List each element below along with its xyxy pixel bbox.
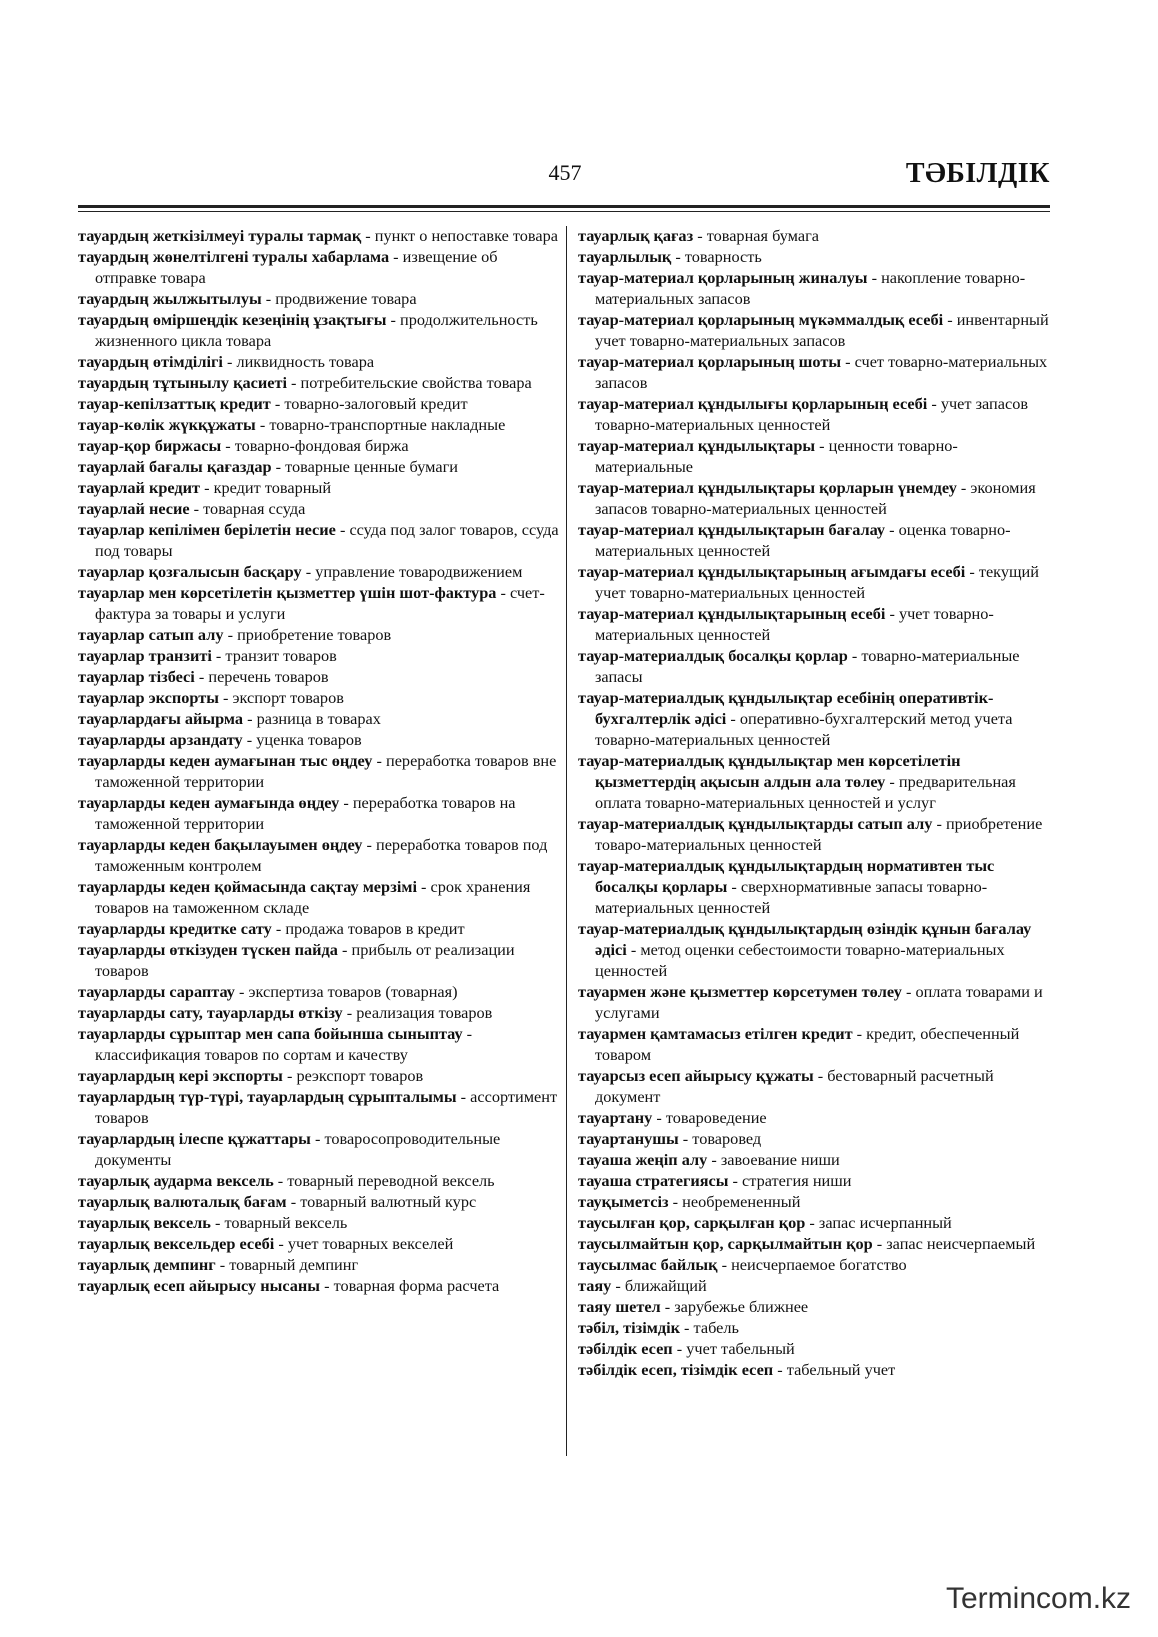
entry-translation: товарно-залоговый кредит	[284, 394, 468, 413]
entry-term: тауартану	[578, 1108, 653, 1127]
entry-term: тауардың өтімділігі	[78, 352, 223, 371]
entry-separator: -	[271, 919, 286, 938]
entry-separator: -	[652, 1108, 666, 1127]
entry-translation: учет товарных векселей	[287, 1234, 454, 1253]
entry-separator: -	[626, 940, 641, 959]
entry-term: таусылмас байлық	[578, 1255, 718, 1274]
entry-separator: -	[813, 1066, 828, 1085]
entry-translation: экспертиза товаров (товарная)	[248, 982, 458, 1001]
entry-term: тауар-материалдық құндылықтар есебінің оперативтік-бухгалтерлік әдісі	[578, 688, 994, 728]
entry-translation: товарная форма расчета	[333, 1276, 500, 1295]
entry-separator: -	[261, 289, 276, 308]
entry-translation: экономия запасов товарно-материальных ценностей	[595, 478, 1036, 518]
entry-term: тауарлай несие	[78, 499, 190, 518]
entry-translation: реэкспорт товаров	[296, 1066, 424, 1085]
entry-term: тауар-материал қорларының шоты	[578, 352, 842, 371]
dictionary-entry	[78, 1233, 560, 1254]
entry-term: тауарларды кеден қоймасында сақтау мерзімі	[78, 877, 417, 896]
entry-term: тауар-материал құндылықтары қорларын үнемдеу	[578, 478, 957, 497]
dictionary-entry	[578, 267, 1052, 309]
entry-term: тауарларды кеден бақылауымен өңдеу	[78, 835, 363, 854]
entry-term: тауарларды кредитке сату	[78, 919, 272, 938]
right-column	[578, 225, 1052, 1380]
entry-term: тауардың тұтынылу қасиеті	[78, 373, 287, 392]
entry-separator: -	[286, 1192, 301, 1211]
dictionary-entry	[78, 645, 560, 666]
entry-translation: запас неисчерпаемый	[886, 1234, 1036, 1253]
entry-translation: табельный учет	[786, 1360, 896, 1379]
dictionary-entry	[578, 246, 1052, 267]
dictionary-entry	[78, 918, 560, 939]
entry-term: тауар-қор биржасы	[78, 436, 222, 455]
entry-term: тауартанушы	[578, 1129, 679, 1148]
entry-term: тауарлай бағалы қағаздар	[78, 457, 272, 476]
entry-separator: -	[335, 520, 350, 539]
dictionary-entry	[578, 855, 1052, 918]
entry-translation: потребительские свойства товара	[300, 373, 532, 392]
entry-translation: товаросопроводительные документы	[95, 1129, 501, 1169]
entry-translation: пункт о непоставке товара	[374, 226, 559, 245]
dictionary-entry	[78, 435, 560, 456]
entry-separator: -	[717, 1255, 732, 1274]
page-number: 457	[548, 160, 582, 185]
entry-term: тауар-материалдық құндылықтарды сатып алу	[578, 814, 933, 833]
entry-separator: -	[301, 562, 316, 581]
entry-separator: -	[885, 520, 899, 539]
entry-translation: оплата товарами и услугами	[595, 982, 1043, 1022]
entry-separator: -	[243, 709, 257, 728]
dictionary-entry	[78, 687, 560, 708]
entry-translation: счет-фактура за товары и услуги	[95, 583, 545, 623]
entry-separator: -	[965, 562, 979, 581]
entry-term: тауардың жылжытылуы	[78, 289, 262, 308]
entry-term: тауарлар қозғалысын басқару	[78, 562, 302, 581]
entry-term: таусылған қор, сарқылған қор	[578, 1213, 806, 1232]
entry-separator: -	[660, 1297, 675, 1316]
entry-translation: продвижение товара	[275, 289, 417, 308]
dictionary-entry	[578, 1170, 1052, 1191]
dictionary-entry	[78, 414, 560, 435]
entry-term: тауарлар сатып алу	[78, 625, 224, 644]
entry-translation: извещение об отправке товара	[95, 247, 498, 287]
entry-translation: предварительная оплата товарно-материальных ценностей и услуг	[595, 772, 1016, 812]
entry-term: тауарларды кеден аумағында өңдеу	[78, 793, 340, 812]
entry-separator: -	[679, 1318, 694, 1337]
entry-translation: реализация товаров	[356, 1003, 493, 1022]
dictionary-entry	[578, 1212, 1052, 1233]
dictionary-entry	[578, 519, 1052, 561]
entry-translation: разница в товарах	[256, 709, 381, 728]
entry-separator: -	[386, 310, 400, 329]
entry-term: тауардың жөнелтілгені туралы хабарлама	[78, 247, 390, 266]
entry-separator: -	[362, 835, 376, 854]
dictionary-entry	[78, 1212, 560, 1233]
entry-term: тауарларды сұрыптар мен сапа бойынша сыныптау	[78, 1024, 463, 1043]
entry-translation: оценка товарно-материальных ценностей	[595, 520, 1011, 560]
entry-separator: -	[668, 1192, 683, 1211]
entry-term: тауар-материал қорларының жиналуы	[578, 268, 868, 287]
entry-term: тауарларды кеден аумағынан тыс өңдеу	[78, 751, 373, 770]
dictionary-entry	[78, 1002, 560, 1023]
entry-separator: -	[194, 667, 209, 686]
entry-term: таяу шетел	[578, 1297, 661, 1316]
dictionary-entry	[78, 246, 560, 288]
dictionary-entry	[578, 918, 1052, 981]
entry-separator: -	[943, 310, 957, 329]
header-rule-thin	[78, 211, 1050, 212]
entry-term: тауарлық есеп айырысу нысаны	[78, 1276, 321, 1295]
dictionary-entry	[78, 876, 560, 918]
entry-translation: классификация товаров по сортам и качеству	[95, 1045, 408, 1064]
entry-separator: -	[671, 247, 685, 266]
entry-term: тауарларды сараптау	[78, 982, 235, 1001]
entry-separator: -	[841, 352, 855, 371]
entry-separator: -	[805, 1213, 819, 1232]
entry-separator: -	[361, 226, 375, 245]
entry-translation: срок хранения товаров на таможенном складе	[95, 877, 531, 917]
entry-translation: кредит, обеспеченный товаром	[595, 1024, 1020, 1064]
entry-term: тауар-материалдық босалқы қорлар	[578, 646, 848, 665]
dictionary-entry	[578, 477, 1052, 519]
entry-separator: -	[872, 1234, 887, 1253]
entry-translation: текущий учет товарно-материальных ценностей	[595, 562, 1039, 602]
entry-term: тәбілдік есеп, тізімдік есеп	[578, 1360, 774, 1379]
entry-translation: оперативно-бухгалтерский метод учета товарно-материальных ценностей	[595, 709, 1013, 749]
entry-translation: необремененный	[682, 1192, 801, 1211]
dictionary-entry	[78, 225, 560, 246]
entry-term: тауарларды өткізуден түскен пайда	[78, 940, 338, 959]
dictionary-entry	[578, 1191, 1052, 1212]
entry-separator: -	[611, 1276, 625, 1295]
entry-translation: бестоварный расчетный документ	[595, 1066, 994, 1106]
entry-separator: -	[932, 814, 946, 833]
dictionary-entry	[78, 393, 560, 414]
entry-term: тәбіл, тізімдік	[578, 1318, 680, 1337]
entry-translation: товарные ценные бумаги	[285, 457, 458, 476]
entry-term: тауар-материалдық құндылықтардың өзіндік құнын бағалау әдісі	[578, 919, 1032, 959]
entry-separator: -	[901, 982, 916, 1001]
entry-separator: -	[927, 394, 941, 413]
dictionary-entry	[578, 603, 1052, 645]
running-head: ТӘБІЛДІК	[905, 158, 1050, 189]
dictionary-entry	[578, 1128, 1052, 1149]
entry-translation: завоевание ниши	[720, 1150, 840, 1169]
entry-separator: -	[707, 1150, 721, 1169]
entry-term: тауарларды сату, тауарларды өткізу	[78, 1003, 343, 1022]
entry-translation: ссуда под залог товаров, ссуда под товары	[95, 520, 559, 560]
entry-translation: метод оценки себестоимости товарно-материальных ценностей	[595, 940, 1005, 980]
entry-translation: ликвидность товара	[236, 352, 375, 371]
dictionary-entry	[78, 351, 560, 372]
entry-translation: неисчерпаемое богатство	[731, 1255, 907, 1274]
entry-translation: товарность	[684, 247, 762, 266]
dictionary-entry	[578, 1149, 1052, 1170]
left-column	[78, 225, 560, 1296]
dictionary-entry	[78, 477, 560, 498]
entry-term: тауар-кепілзаттық кредит	[78, 394, 271, 413]
entry-term: тәбілдік есеп	[578, 1339, 673, 1358]
dictionary-entry	[578, 687, 1052, 750]
entry-term: тауарлай кредит	[78, 478, 201, 497]
dictionary-entry	[78, 834, 560, 876]
entry-separator: -	[728, 1171, 743, 1190]
entry-term: тауарлардың түр-түрі, тауарлардың сұрыпталымы	[78, 1087, 457, 1106]
entry-term: таяу	[578, 1276, 612, 1295]
dictionary-entry	[78, 498, 560, 519]
entry-translation: стратегия ниши	[742, 1171, 852, 1190]
entry-separator: -	[726, 709, 740, 728]
entry-separator: -	[462, 1024, 473, 1043]
entry-translation: переработка товаров вне таможенной территории	[95, 751, 557, 791]
entry-term: тауармен және қызметтер көрсетумен төлеу	[578, 982, 902, 1001]
entry-separator: -	[678, 1129, 693, 1148]
entry-separator: -	[211, 646, 226, 665]
dictionary-entry	[578, 750, 1052, 813]
dictionary-entry	[78, 792, 560, 834]
entry-translation: ценности товарно-материальные	[595, 436, 958, 476]
entry-separator: -	[273, 1171, 288, 1190]
dictionary-entry	[578, 393, 1052, 435]
dictionary-entry	[78, 1086, 560, 1128]
entry-translation: кредит товарный	[213, 478, 332, 497]
entry-translation: товарная ссуда	[203, 499, 306, 518]
entry-separator: -	[727, 877, 741, 896]
entry-translation: товарный переводной вексель	[287, 1171, 495, 1190]
dictionary-entry	[78, 1128, 560, 1170]
dictionary-entry	[78, 519, 560, 561]
dictionary-entry	[78, 288, 560, 309]
entry-translation: товарно-транспортные накладные	[269, 415, 506, 434]
entry-translation: учет табельный	[686, 1339, 795, 1358]
dictionary-entry	[78, 939, 560, 981]
entry-separator: -	[255, 415, 270, 434]
dictionary-entry	[78, 561, 560, 582]
entry-separator: -	[693, 226, 707, 245]
dictionary-entry	[78, 624, 560, 645]
entry-term: тауарларды арзандату	[78, 730, 243, 749]
entry-term: тауардың жеткізілмеуі туралы тармақ	[78, 226, 362, 245]
termincom-logo: Termincom.kz	[946, 1582, 1132, 1615]
entry-translation: товарный вексель	[224, 1213, 348, 1232]
dictionary-entry	[578, 813, 1052, 855]
entry-term: тауар-материал құндылықтарының есебі	[578, 604, 886, 623]
dictionary-entry	[578, 1338, 1052, 1359]
entry-separator: -	[496, 583, 510, 602]
entry-separator: -	[389, 247, 403, 266]
entry-translation: товарная бумага	[706, 226, 819, 245]
entry-separator: -	[815, 436, 829, 455]
entry-separator: -	[310, 1129, 325, 1148]
entry-separator: -	[286, 373, 301, 392]
dictionary-entry	[578, 309, 1052, 351]
entry-separator: -	[218, 688, 233, 707]
entry-term: тауарлар тізбесі	[78, 667, 195, 686]
entry-term: тауарлар транзиті	[78, 646, 212, 665]
entry-term: тауаша жеңіп алу	[578, 1150, 708, 1169]
entry-translation: продажа товаров в кредит	[285, 919, 465, 938]
entry-translation: товарный демпинг	[229, 1255, 359, 1274]
dictionary-entry	[78, 372, 560, 393]
entry-translation: транзит товаров	[225, 646, 337, 665]
entry-translation: управление товародвижением	[315, 562, 523, 581]
entry-translation: счет товарно-материальных запасов	[595, 352, 1048, 392]
column-divider	[566, 226, 567, 1456]
dictionary-entry	[578, 1065, 1052, 1107]
entry-term: тауаша стратегиясы	[578, 1171, 729, 1190]
entry-translation: товарно-материальные запасы	[595, 646, 1020, 686]
entry-term: тауардың өміршеңдік кезеңінің ұзақтығы	[78, 310, 387, 329]
entry-term: тауар-материал құндылығы қорларының есебі	[578, 394, 928, 413]
entry-separator: -	[337, 940, 352, 959]
entry-separator: -	[416, 877, 431, 896]
entry-translation: товаровед	[692, 1129, 762, 1148]
dictionary-entry	[78, 582, 560, 624]
dictionary-entry	[78, 708, 560, 729]
dictionary-entry	[78, 750, 560, 792]
entry-separator: -	[867, 268, 882, 287]
dictionary-entry	[78, 1275, 560, 1296]
dictionary-entry	[78, 1023, 560, 1065]
entry-translation: приобретение товаров	[237, 625, 392, 644]
dictionary-entry	[578, 1023, 1052, 1065]
entry-term: таусылмайтын қор, сарқылмайтын қор	[578, 1234, 873, 1253]
entry-term: тауарлар экспорты	[78, 688, 219, 707]
dictionary-entry	[78, 666, 560, 687]
entry-term: тауарлық аударма вексель	[78, 1171, 274, 1190]
entry-term: тауар-материал құндылықтарының ағымдағы есебі	[578, 562, 966, 581]
dictionary-entry	[78, 309, 560, 351]
entry-translation: товарный валютный курс	[300, 1192, 477, 1211]
entry-separator: -	[274, 1234, 288, 1253]
dictionary-entry	[578, 561, 1052, 603]
entry-translation: запас исчерпанный	[818, 1213, 952, 1232]
dictionary-entry	[578, 1233, 1052, 1254]
entry-translation: перечень товаров	[208, 667, 329, 686]
entry-separator: -	[222, 352, 237, 371]
entry-separator: -	[372, 751, 386, 770]
entry-term: тауқыметсіз	[578, 1192, 669, 1211]
entry-term: тауармен қамтамасыз етілген кредит	[578, 1024, 853, 1043]
dictionary-entry	[78, 1254, 560, 1275]
entry-term: тауарлардың кері экспорты	[78, 1066, 283, 1085]
entry-term: тауарлардың ілеспе құжаттары	[78, 1129, 311, 1148]
entry-separator: -	[672, 1339, 687, 1358]
dictionary-entry	[578, 1275, 1052, 1296]
entry-separator: -	[342, 1003, 357, 1022]
entry-separator: -	[847, 646, 862, 665]
entry-separator: -	[885, 772, 899, 791]
entry-term: тауарлардағы айырма	[78, 709, 244, 728]
entry-translation: ассортимент товаров	[95, 1087, 558, 1127]
entry-term: тауар-көлік жүкқұжаты	[78, 415, 256, 434]
dictionary-entry	[578, 225, 1052, 246]
entry-translation: инвентарный учет товарно-материальных запасов	[595, 310, 1049, 350]
entry-term: тауарсыз есеп айырысу құжаты	[578, 1066, 814, 1085]
entry-separator: -	[773, 1360, 787, 1379]
entry-term: тауарлар мен көрсетілетін қызметтер үшін шот-фактура	[78, 583, 497, 602]
entry-translation: зарубежье ближнее	[674, 1297, 809, 1316]
dictionary-entry	[78, 729, 560, 750]
dictionary-entry	[78, 1170, 560, 1191]
entry-term: тауарлық валюталық бағам	[78, 1192, 287, 1211]
entry-term: тауарлық демпинг	[78, 1255, 216, 1274]
entry-separator: -	[221, 436, 235, 455]
dictionary-entry	[578, 1296, 1052, 1317]
entry-term: тауарлық вексельдер есебі	[78, 1234, 275, 1253]
dictionary-entry	[78, 1191, 560, 1212]
entry-separator: -	[339, 793, 353, 812]
dictionary-entry	[78, 1065, 560, 1086]
entry-translation: учет запасов товарно-материальных ценностей	[595, 394, 1029, 434]
entry-separator: -	[200, 478, 214, 497]
entry-translation: уценка товаров	[256, 730, 362, 749]
entry-translation: товароведение	[665, 1108, 767, 1127]
dictionary-entry	[578, 1254, 1052, 1275]
entry-term: тауар-материал қорларының мүкәммалдық есебі	[578, 310, 944, 329]
entry-term: тауарлық қағаз	[578, 226, 694, 245]
entry-translation: сверхнормативные запасы товарно-материальных ценностей	[595, 877, 988, 917]
entry-term: тауарлық вексель	[78, 1213, 211, 1232]
entry-separator: -	[242, 730, 257, 749]
entry-translation: переработка товаров на таможенной территории	[95, 793, 516, 833]
entry-translation: накопление товарно-материальных запасов	[595, 268, 1026, 308]
entry-separator: -	[270, 394, 285, 413]
entry-separator: -	[189, 499, 204, 518]
dictionary-entry	[578, 351, 1052, 393]
entry-term: тауар-материалдық құндылықтар мен көрсетілетін қызметтердің ақысын алдын ала төлеу	[578, 751, 961, 791]
entry-separator: -	[956, 478, 971, 497]
entry-term: тауар-материалдық құндылықтардың нормативтен тыс босалқы қорлары	[578, 856, 995, 896]
entry-separator: -	[456, 1087, 471, 1106]
entry-separator: -	[223, 625, 238, 644]
entry-separator: -	[852, 1024, 867, 1043]
entry-translation: прибыль от реализации товаров	[95, 940, 515, 980]
entry-translation: табель	[693, 1318, 739, 1337]
entry-separator: -	[282, 1066, 297, 1085]
dictionary-entry	[578, 435, 1052, 477]
dictionary-entry	[578, 645, 1052, 687]
entry-translation: продолжительность жизненного цикла товара	[95, 310, 538, 350]
entry-separator: -	[320, 1276, 334, 1295]
entry-term: тауарлылық	[578, 247, 672, 266]
entry-translation: экспорт товаров	[232, 688, 344, 707]
entry-translation: товарно-фондовая биржа	[234, 436, 409, 455]
dictionary-entry	[578, 981, 1052, 1023]
entry-separator: -	[215, 1255, 230, 1274]
entry-term: тауар-материал құндылықтарын бағалау	[578, 520, 886, 539]
entry-separator: -	[271, 457, 286, 476]
header-rule-thick	[78, 205, 1050, 208]
entry-translation: учет товарно-материальных ценностей	[595, 604, 994, 644]
dictionary-entry	[78, 456, 560, 477]
dictionary-entry	[78, 981, 560, 1002]
dictionary-entry	[578, 1359, 1052, 1380]
entry-term: тауар-материал құндылықтары	[578, 436, 816, 455]
entry-translation: приобретение товаро-материальных ценностей	[595, 814, 1043, 854]
dictionary-entry	[578, 1317, 1052, 1338]
entry-separator: -	[210, 1213, 225, 1232]
dictionary-entry	[578, 1107, 1052, 1128]
entry-separator: -	[885, 604, 899, 623]
entry-term: тауарлар кепілімен берілетін несие	[78, 520, 336, 539]
entry-translation: переработка товаров под таможенным контролем	[95, 835, 548, 875]
entry-translation: ближайщий	[624, 1276, 707, 1295]
entry-separator: -	[234, 982, 249, 1001]
